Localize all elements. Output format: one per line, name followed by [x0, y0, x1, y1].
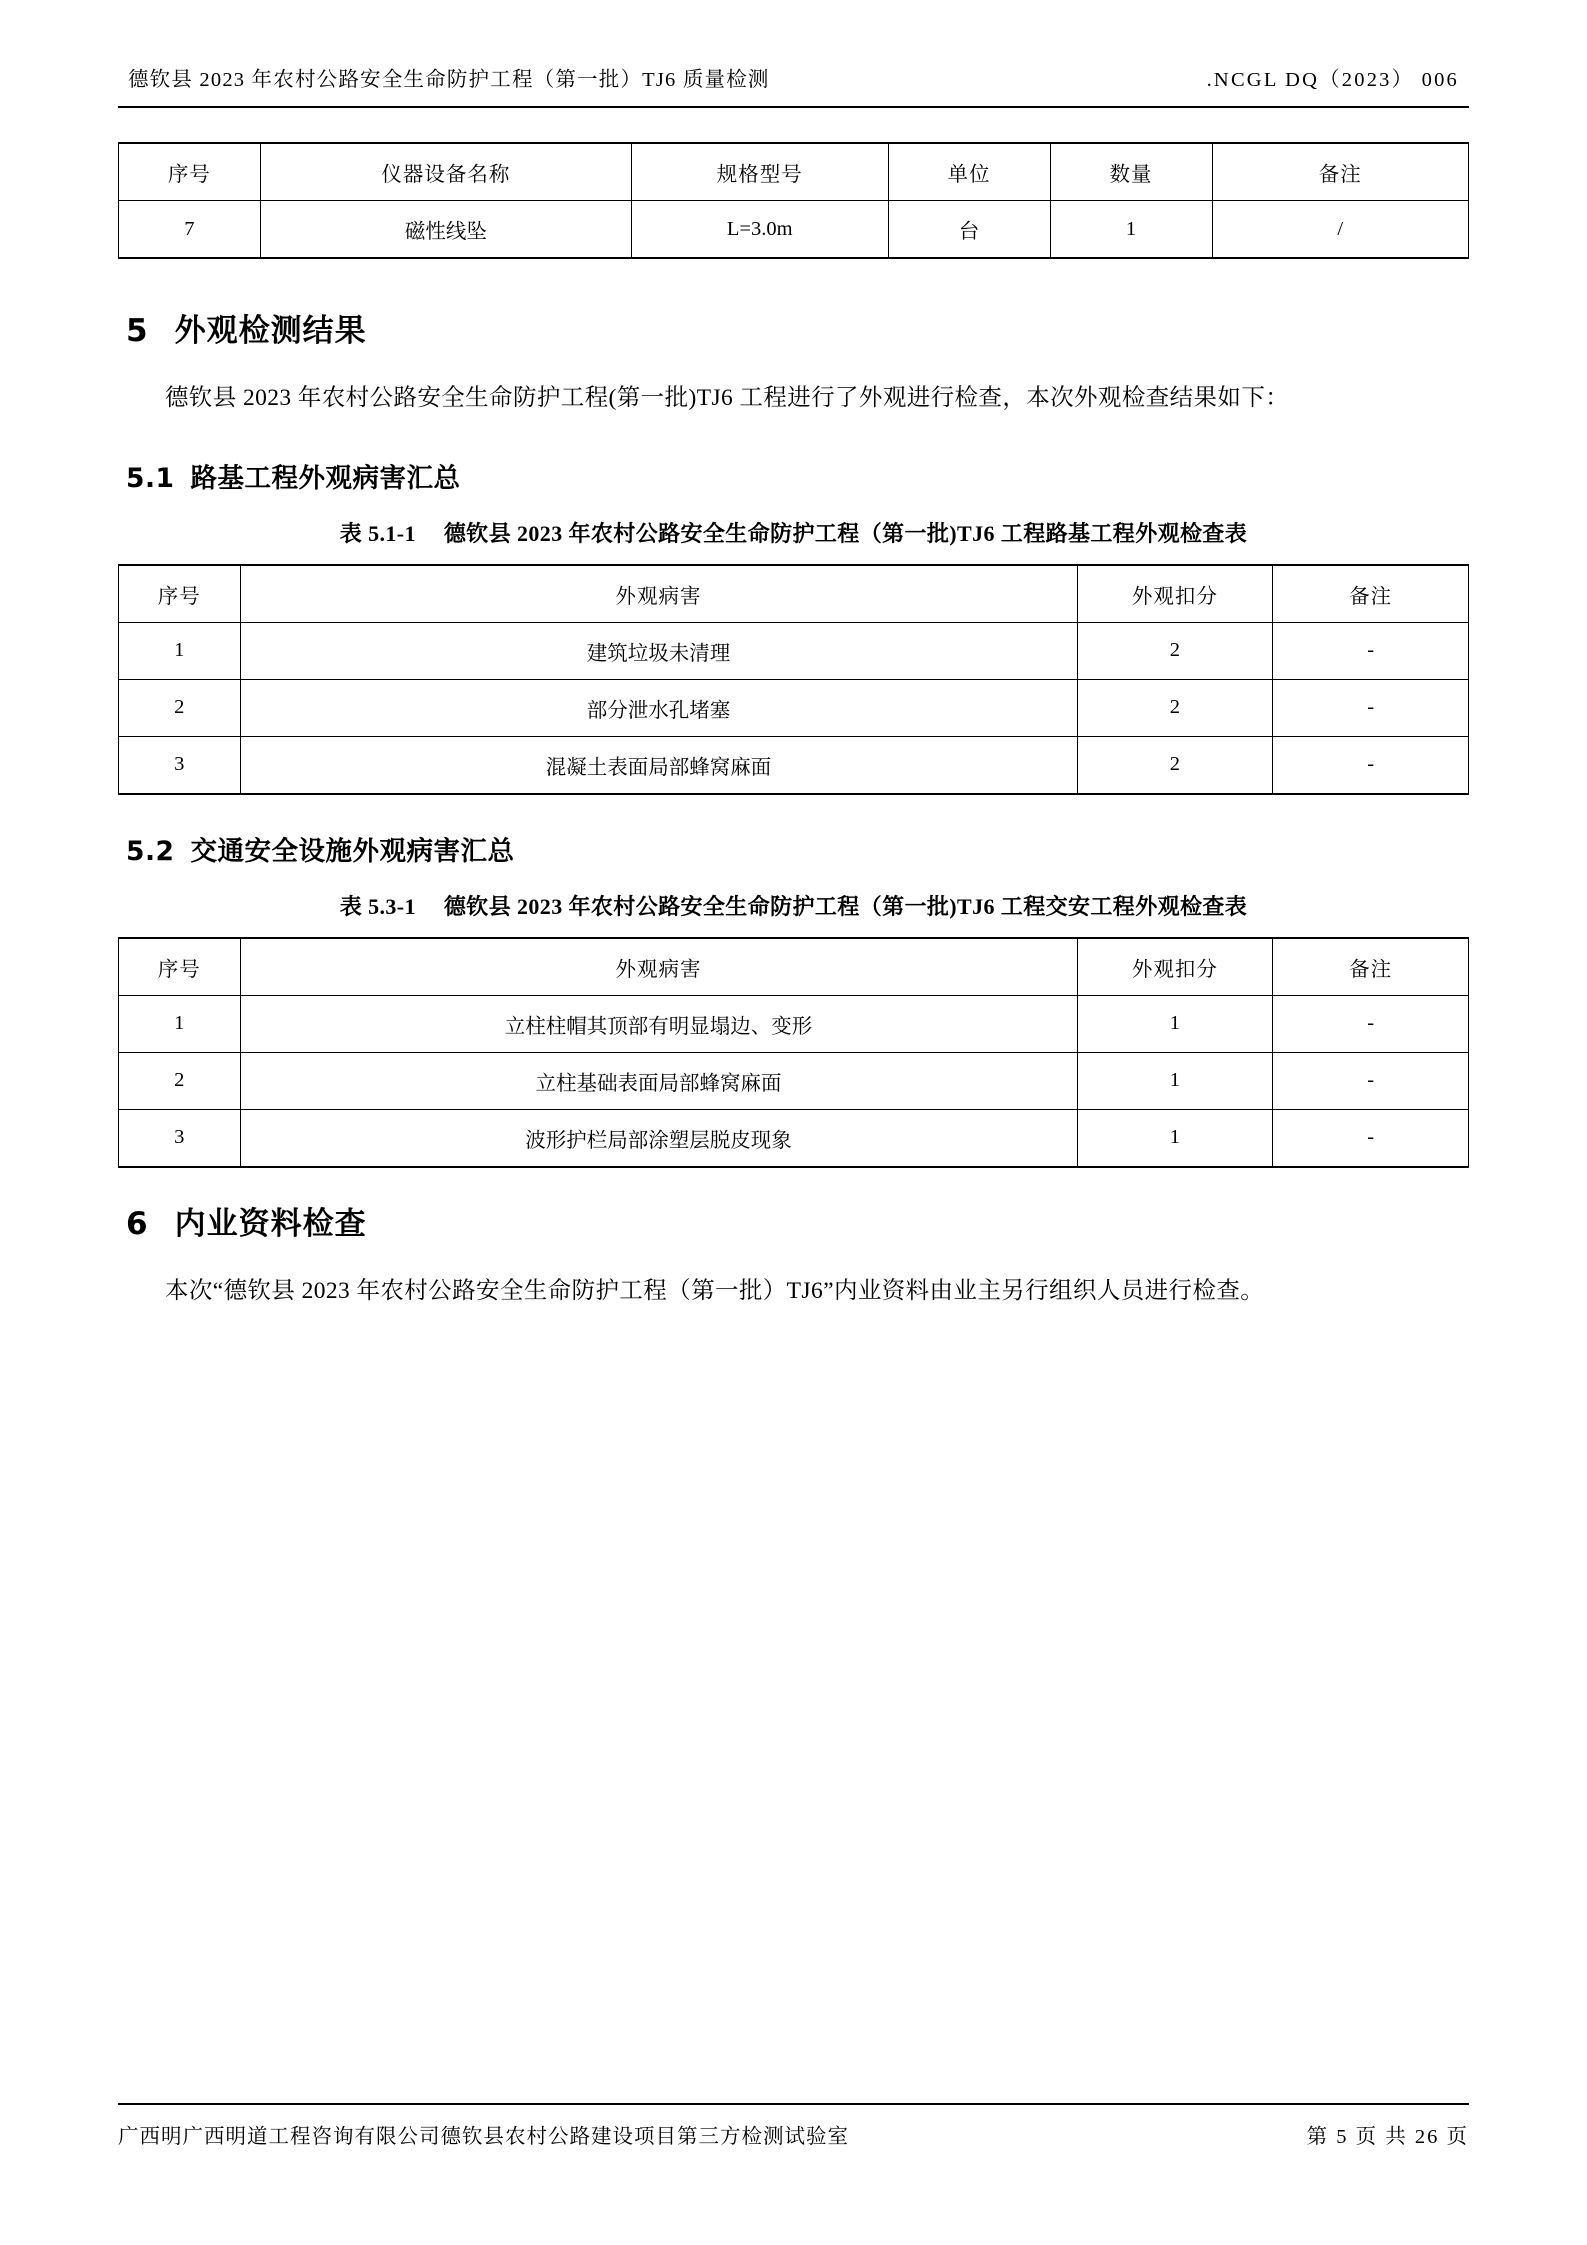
table-header-row: [119, 938, 1469, 996]
subsection-title: 路基工程外观病害汇总: [190, 462, 461, 494]
section-title: 外观检测结果: [174, 313, 367, 349]
table-header-row: [119, 565, 1469, 623]
header-doc-number: .NCGL DQ（2023） 006: [1206, 69, 1459, 91]
traffic-safety-defect-table: [118, 937, 1469, 1168]
table-cell: 2: [119, 1052, 241, 1109]
table-cell: -: [1273, 622, 1469, 679]
table-cell: -: [1273, 995, 1469, 1052]
table-cell: 建筑垃圾未清理: [240, 622, 1077, 679]
table-row: [119, 622, 1469, 679]
table-cell: -: [1273, 1052, 1469, 1109]
column-header: 序号: [119, 565, 241, 623]
table-cell: 1: [119, 622, 241, 679]
page-header: [118, 62, 1469, 108]
section-heading-5-1: [126, 456, 1469, 495]
column-header: 数量: [1050, 143, 1212, 201]
footer-lab-name: 广西明广西明道工程咨询有限公司德钦县农村公路建设项目第三方检测试验室: [118, 2126, 849, 2148]
section6-paragraph: 本次“德钦县 2023 年农村公路安全生命防护工程（第一批）TJ6”内业资料由业主另行组织人员进行检查。: [165, 1277, 1265, 1304]
section5-paragraph: 德钦县 2023 年农村公路安全生命防护工程(第一批)TJ6 工程进行了外观进行检查，本次外观检查结果如下：: [165, 385, 1290, 411]
caption-text: 德钦县 2023 年农村公路安全生命防护工程（第一批)TJ6 工程路基工程外观检查表: [443, 520, 1248, 546]
table-row: [119, 736, 1469, 794]
table-cell: 波形护栏局部涂塑层脱皮现象: [240, 1109, 1077, 1167]
table-cell: L=3.0m: [632, 201, 889, 259]
column-header: 外观扣分: [1077, 938, 1273, 996]
table-cell: 7: [119, 201, 261, 259]
subsection-number: 5.1: [126, 462, 175, 494]
column-header: 备注: [1273, 938, 1469, 996]
table-caption-511: [118, 517, 1469, 550]
table-cell: 磁性线坠: [260, 201, 631, 259]
table-caption-531: [118, 890, 1469, 923]
table-row: [119, 1109, 1469, 1167]
table-cell: 立柱基础表面局部蜂窝麻面: [240, 1052, 1077, 1109]
table-cell: 2: [1077, 736, 1273, 794]
footer-page-number: 第 5 页 共 26 页: [1306, 2126, 1469, 2148]
column-header: 序号: [119, 143, 261, 201]
table-cell: /: [1212, 201, 1469, 259]
table-row: [119, 679, 1469, 736]
table-row: [119, 1052, 1469, 1109]
table-cell: 2: [1077, 679, 1273, 736]
caption-label: 表 5.1-1: [339, 520, 416, 546]
equipment-table-wrap: [118, 142, 1469, 259]
table-cell: -: [1273, 679, 1469, 736]
table-cell: 混凝土表面局部蜂窝麻面: [240, 736, 1077, 794]
column-header: 仪器设备名称: [260, 143, 631, 201]
table-cell: 部分泄水孔堵塞: [240, 679, 1077, 736]
column-header: 外观扣分: [1077, 565, 1273, 623]
table-header-row: [119, 143, 1469, 201]
table-cell: 1: [1050, 201, 1212, 259]
table-cell: 台: [888, 201, 1050, 259]
table-cell: 1: [1077, 995, 1273, 1052]
section-heading-6: [126, 1198, 1469, 1243]
section-number: 6: [126, 1205, 149, 1242]
equipment-table: [118, 142, 1469, 259]
column-header: 外观病害: [240, 565, 1077, 623]
column-header: 备注: [1212, 143, 1469, 201]
table-row: [119, 995, 1469, 1052]
table-cell: 1: [119, 995, 241, 1052]
subsection-title: 交通安全设施外观病害汇总: [190, 835, 515, 867]
subgrade-defect-table: [118, 564, 1469, 795]
section-title: 内业资料检查: [174, 1205, 367, 1242]
column-header: 备注: [1273, 565, 1469, 623]
table-cell: 2: [119, 679, 241, 736]
table-cell: 3: [119, 1109, 241, 1167]
page-footer: [118, 2103, 1469, 2149]
table-row: [119, 201, 1469, 259]
table-cell: 3: [119, 736, 241, 794]
column-header: 外观病害: [240, 938, 1077, 996]
column-header: 序号: [119, 938, 241, 996]
table-cell: 1: [1077, 1109, 1273, 1167]
section-number: 5: [126, 313, 149, 349]
section-heading-5-2: [126, 829, 1469, 868]
subsection-number: 5.2: [126, 835, 175, 867]
table-cell: 1: [1077, 1052, 1273, 1109]
caption-text: 德钦县 2023 年农村公路安全生命防护工程（第一批)TJ6 工程交安工程外观检查表: [443, 893, 1248, 919]
table-cell: -: [1273, 736, 1469, 794]
column-header: 单位: [888, 143, 1050, 201]
table-cell: 立柱柱帽其顶部有明显塌边、变形: [240, 995, 1077, 1052]
column-header: 规格型号: [632, 143, 889, 201]
table-cell: -: [1273, 1109, 1469, 1167]
table-cell: 2: [1077, 622, 1273, 679]
caption-label: 表 5.3-1: [339, 893, 416, 919]
section-heading-5: [126, 305, 1469, 350]
header-title-left: 德钦县 2023 年农村公路安全生命防护工程（第一批）TJ6 质量检测: [128, 69, 770, 91]
